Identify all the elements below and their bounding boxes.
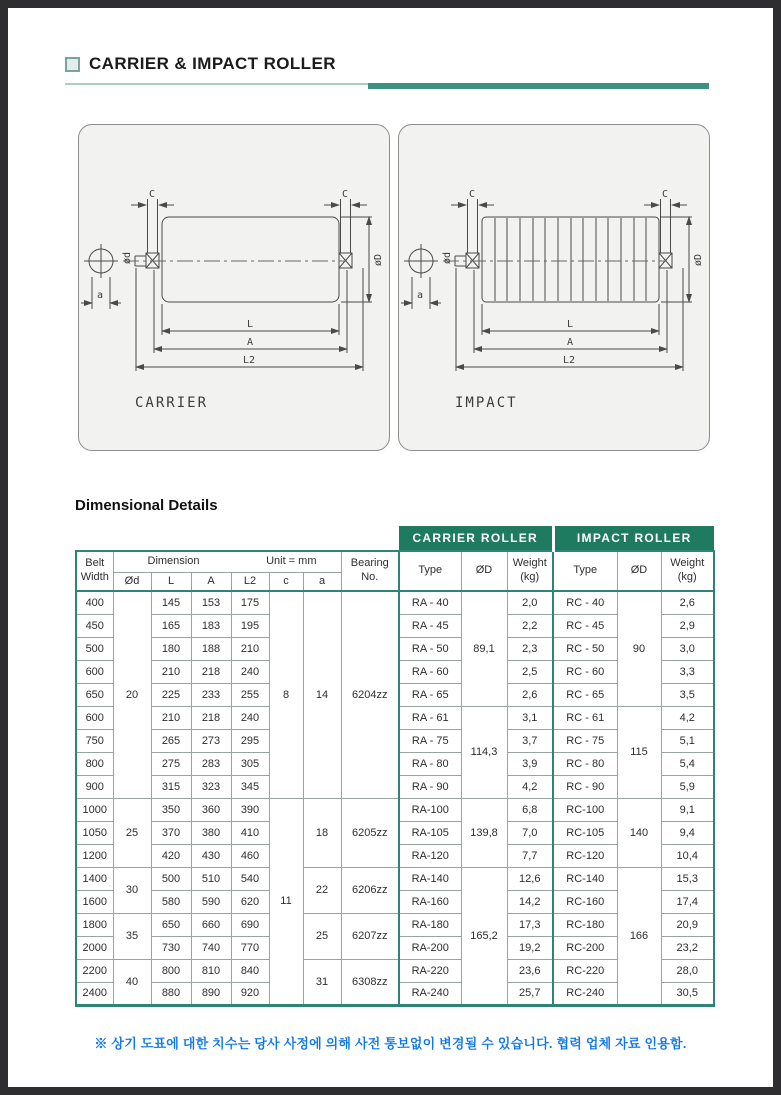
cell-rct: RC - 80	[553, 752, 617, 775]
cell-rcw: 10,4	[661, 844, 714, 867]
cell-dl: 315	[151, 775, 191, 798]
table-row	[76, 867, 714, 890]
cell-rat: RA-240	[399, 982, 461, 1005]
cell-raw: 7,0	[507, 821, 553, 844]
dim-label-a-len: A	[567, 337, 574, 348]
cell-belt: 500	[76, 637, 113, 660]
cell-rcw: 5,9	[661, 775, 714, 798]
cell-od: 40	[113, 959, 151, 1005]
col-bearing-no: Bearing No.	[341, 551, 399, 591]
cell-rao: 114,3	[461, 706, 507, 798]
carrier-caption: CARRIER	[135, 395, 209, 411]
rule-dark-segment	[368, 83, 709, 89]
col-carrier-type: Type	[399, 551, 461, 591]
cell-da: 323	[191, 775, 231, 798]
cell-dl2: 345	[231, 775, 269, 798]
cell-rct: RC - 61	[553, 706, 617, 729]
cell-dl2: 770	[231, 936, 269, 959]
col-impact-weight: Weight (kg)	[661, 551, 714, 591]
cell-dl2: 240	[231, 660, 269, 683]
cell-dl2: 840	[231, 959, 269, 982]
cell-rcw: 3,5	[661, 683, 714, 706]
cell-rat: RA-105	[399, 821, 461, 844]
cell-raw: 2,3	[507, 637, 553, 660]
cell-od: 30	[113, 867, 151, 913]
col-dimension	[113, 551, 341, 572]
title-rule	[65, 83, 709, 90]
cell-rcw: 3,0	[661, 637, 714, 660]
cell-rat: RA - 50	[399, 637, 461, 660]
cell-dl2: 460	[231, 844, 269, 867]
carrier-roller-drawing	[79, 125, 391, 452]
dim-label-l2: L2	[243, 355, 256, 366]
cell-belt: 1200	[76, 844, 113, 867]
cell-rat: RA-120	[399, 844, 461, 867]
cell-raw: 2,0	[507, 591, 553, 614]
cell-brg: 6204zz	[341, 591, 399, 798]
cell-rat: RA - 61	[399, 706, 461, 729]
cell-dl: 650	[151, 913, 191, 936]
cell-belt: 450	[76, 614, 113, 637]
dim-label-l2: L2	[563, 355, 576, 366]
cell-c: 11	[269, 798, 303, 1005]
col-carrier-od: ØD	[461, 551, 507, 591]
cell-dl2: 210	[231, 637, 269, 660]
impact-caption: IMPACT	[455, 395, 518, 411]
cell-raw: 2,6	[507, 683, 553, 706]
dimensions-table	[75, 526, 715, 1007]
cell-rcw: 20,9	[661, 913, 714, 936]
impact-diagram-panel	[398, 124, 710, 451]
cell-rat: RA - 45	[399, 614, 461, 637]
cell-brg: 6206zz	[341, 867, 399, 913]
dim-label-roller-dia: øD	[373, 253, 384, 266]
cell-rat: RA-140	[399, 867, 461, 890]
dimension-label: Dimension	[147, 554, 200, 567]
cell-rcw: 9,4	[661, 821, 714, 844]
cell-a: 14	[303, 591, 341, 798]
cell-rat: RA - 90	[399, 775, 461, 798]
cell-dl: 730	[151, 936, 191, 959]
col-c: c	[269, 572, 303, 591]
cell-da: 183	[191, 614, 231, 637]
cell-raw: 3,9	[507, 752, 553, 775]
col-l: L	[151, 572, 191, 591]
cell-belt: 2000	[76, 936, 113, 959]
cell-rcw: 2,9	[661, 614, 714, 637]
cell-dl: 275	[151, 752, 191, 775]
cell-a: 22	[303, 867, 341, 913]
cell-belt: 2400	[76, 982, 113, 1005]
impact-roller-header: IMPACT ROLLER	[553, 526, 714, 551]
cell-dl2: 255	[231, 683, 269, 706]
cell-belt: 1800	[76, 913, 113, 936]
col-a-cap: A	[191, 572, 231, 591]
cell-belt: 400	[76, 591, 113, 614]
cell-belt: 750	[76, 729, 113, 752]
cell-rct: RC-160	[553, 890, 617, 913]
cell-belt: 1600	[76, 890, 113, 913]
cell-dl2: 920	[231, 982, 269, 1005]
cell-dl: 500	[151, 867, 191, 890]
cell-da: 380	[191, 821, 231, 844]
cell-da: 233	[191, 683, 231, 706]
cell-dl2: 195	[231, 614, 269, 637]
cell-rat: RA-220	[399, 959, 461, 982]
cell-brg: 6308zz	[341, 959, 399, 1005]
cell-od: 20	[113, 591, 151, 798]
cell-dl: 880	[151, 982, 191, 1005]
cell-rct: RC - 45	[553, 614, 617, 637]
table-row	[76, 591, 714, 614]
cell-rct: RC-200	[553, 936, 617, 959]
cell-rcw: 4,2	[661, 706, 714, 729]
cell-brg: 6205zz	[341, 798, 399, 867]
section-title: Dimensional Details	[75, 497, 218, 514]
dim-label-c-left: C	[149, 189, 156, 200]
cell-rct: RC - 40	[553, 591, 617, 614]
cell-rco: 140	[617, 798, 661, 867]
cell-dl2: 390	[231, 798, 269, 821]
cell-rcw: 3,3	[661, 660, 714, 683]
cell-dl: 800	[151, 959, 191, 982]
cell-belt: 600	[76, 706, 113, 729]
cell-rct: RC-180	[553, 913, 617, 936]
cell-dl2: 620	[231, 890, 269, 913]
group-header-row	[76, 526, 714, 551]
cell-rct: RC-140	[553, 867, 617, 890]
cell-da: 810	[191, 959, 231, 982]
rule-light-segment	[65, 83, 368, 85]
dim-label-a: a	[97, 290, 104, 301]
cell-da: 590	[191, 890, 231, 913]
cell-da: 660	[191, 913, 231, 936]
cell-dl: 180	[151, 637, 191, 660]
cell-raw: 2,2	[507, 614, 553, 637]
dim-label-l: L	[567, 319, 574, 330]
cell-rct: RC-220	[553, 959, 617, 982]
cell-raw: 2,5	[507, 660, 553, 683]
cell-od: 35	[113, 913, 151, 959]
cell-rcw: 2,6	[661, 591, 714, 614]
dim-label-a-len: A	[247, 337, 254, 348]
cell-dl: 350	[151, 798, 191, 821]
col-carrier-weight: Weight (kg)	[507, 551, 553, 591]
cell-rao: 139,8	[461, 798, 507, 867]
cell-rcw: 28,0	[661, 959, 714, 982]
cell-rct: RC-240	[553, 982, 617, 1005]
cell-rcw: 15,3	[661, 867, 714, 890]
cell-dl: 420	[151, 844, 191, 867]
col-impact-od: ØD	[617, 551, 661, 591]
footer-note: ※ 상기 도표에 대한 치수는 당사 사정에 의해 사전 통보없이 변경될 수 있습니다. 협력 업체 자료 인용함.	[94, 1035, 687, 1051]
cell-belt: 1400	[76, 867, 113, 890]
cell-rcw: 5,1	[661, 729, 714, 752]
col-l2: L2	[231, 572, 269, 591]
cell-belt: 1050	[76, 821, 113, 844]
cell-raw: 12,6	[507, 867, 553, 890]
impact-roller-drawing	[399, 125, 711, 452]
cell-raw: 3,1	[507, 706, 553, 729]
col-od-small: Ød	[113, 572, 151, 591]
cell-dl2: 410	[231, 821, 269, 844]
cell-da: 273	[191, 729, 231, 752]
cell-rct: RC - 60	[553, 660, 617, 683]
cell-rat: RA - 40	[399, 591, 461, 614]
cell-rat: RA - 65	[399, 683, 461, 706]
cell-rco: 90	[617, 591, 661, 706]
cell-rct: RC - 90	[553, 775, 617, 798]
cell-da: 283	[191, 752, 231, 775]
cell-rco: 115	[617, 706, 661, 798]
cell-belt: 900	[76, 775, 113, 798]
cell-dl2: 175	[231, 591, 269, 614]
cell-c: 8	[269, 591, 303, 798]
cell-dl: 370	[151, 821, 191, 844]
cell-belt: 650	[76, 683, 113, 706]
cell-rat: RA - 60	[399, 660, 461, 683]
cell-raw: 19,2	[507, 936, 553, 959]
cell-dl: 145	[151, 591, 191, 614]
cell-raw: 23,6	[507, 959, 553, 982]
cell-dl2: 690	[231, 913, 269, 936]
cell-rat: RA-200	[399, 936, 461, 959]
cell-brg: 6207zz	[341, 913, 399, 959]
cell-rct: RC - 65	[553, 683, 617, 706]
cell-rcw: 5,4	[661, 752, 714, 775]
dim-label-c-left: C	[469, 189, 476, 200]
cell-dl: 265	[151, 729, 191, 752]
cell-da: 890	[191, 982, 231, 1005]
dim-label-c-right: C	[662, 189, 669, 200]
cell-da: 153	[191, 591, 231, 614]
dim-label-roller-dia: øD	[693, 253, 704, 266]
cell-da: 218	[191, 706, 231, 729]
section-bullet-icon	[65, 57, 80, 72]
cell-da: 430	[191, 844, 231, 867]
cell-belt: 2200	[76, 959, 113, 982]
unit-note: Unit = mm	[266, 554, 317, 567]
cell-raw: 4,2	[507, 775, 553, 798]
cell-belt: 600	[76, 660, 113, 683]
cell-rat: RA - 80	[399, 752, 461, 775]
cell-dl: 210	[151, 660, 191, 683]
cell-rao: 89,1	[461, 591, 507, 706]
cell-belt: 1000	[76, 798, 113, 821]
cell-a: 31	[303, 959, 341, 1005]
cell-rat: RA-100	[399, 798, 461, 821]
cell-raw: 17,3	[507, 913, 553, 936]
cell-rat: RA - 75	[399, 729, 461, 752]
page-header	[65, 54, 709, 90]
group-header-spacer	[76, 526, 399, 551]
cell-dl2: 295	[231, 729, 269, 752]
cell-dl2: 540	[231, 867, 269, 890]
table-row	[76, 798, 714, 821]
cell-raw: 3,7	[507, 729, 553, 752]
diagrams-section	[78, 124, 773, 451]
cell-dl2: 240	[231, 706, 269, 729]
cell-da: 740	[191, 936, 231, 959]
cell-dl: 225	[151, 683, 191, 706]
table-body	[76, 591, 714, 1005]
cell-rct: RC - 50	[553, 637, 617, 660]
carrier-diagram-panel	[78, 124, 390, 451]
cell-raw: 14,2	[507, 890, 553, 913]
cell-od: 25	[113, 798, 151, 867]
dim-label-shaft-dia: ød	[122, 251, 133, 264]
cell-da: 218	[191, 660, 231, 683]
col-impact-type: Type	[553, 551, 617, 591]
cell-rct: RC-120	[553, 844, 617, 867]
cell-rcw: 23,2	[661, 936, 714, 959]
column-header-row	[76, 551, 714, 572]
cell-rcw: 30,5	[661, 982, 714, 1005]
cell-a: 18	[303, 798, 341, 867]
carrier-roller-header: CARRIER ROLLER	[399, 526, 553, 551]
cell-rcw: 9,1	[661, 798, 714, 821]
cell-da: 188	[191, 637, 231, 660]
cell-a: 25	[303, 913, 341, 959]
dim-label-shaft-dia: ød	[442, 251, 453, 264]
col-belt-width: Belt Width	[76, 551, 113, 591]
cell-rct: RC-100	[553, 798, 617, 821]
cell-da: 360	[191, 798, 231, 821]
cell-dl: 210	[151, 706, 191, 729]
dim-label-l: L	[247, 319, 254, 330]
dim-label-c-right: C	[342, 189, 349, 200]
cell-dl: 580	[151, 890, 191, 913]
cell-rcw: 17,4	[661, 890, 714, 913]
cell-rct: RC - 75	[553, 729, 617, 752]
cell-rco: 166	[617, 867, 661, 1005]
cell-belt: 800	[76, 752, 113, 775]
cell-raw: 25,7	[507, 982, 553, 1005]
cell-rat: RA-180	[399, 913, 461, 936]
cell-da: 510	[191, 867, 231, 890]
page	[8, 8, 773, 1087]
cell-dl: 165	[151, 614, 191, 637]
col-a: a	[303, 572, 341, 591]
cell-rct: RC-105	[553, 821, 617, 844]
cell-rat: RA-160	[399, 890, 461, 913]
cell-dl2: 305	[231, 752, 269, 775]
cell-raw: 6,8	[507, 798, 553, 821]
cell-rao: 165,2	[461, 867, 507, 1005]
cell-raw: 7,7	[507, 844, 553, 867]
dim-label-a: a	[417, 290, 424, 301]
page-title: CARRIER & IMPACT ROLLER	[89, 54, 336, 73]
